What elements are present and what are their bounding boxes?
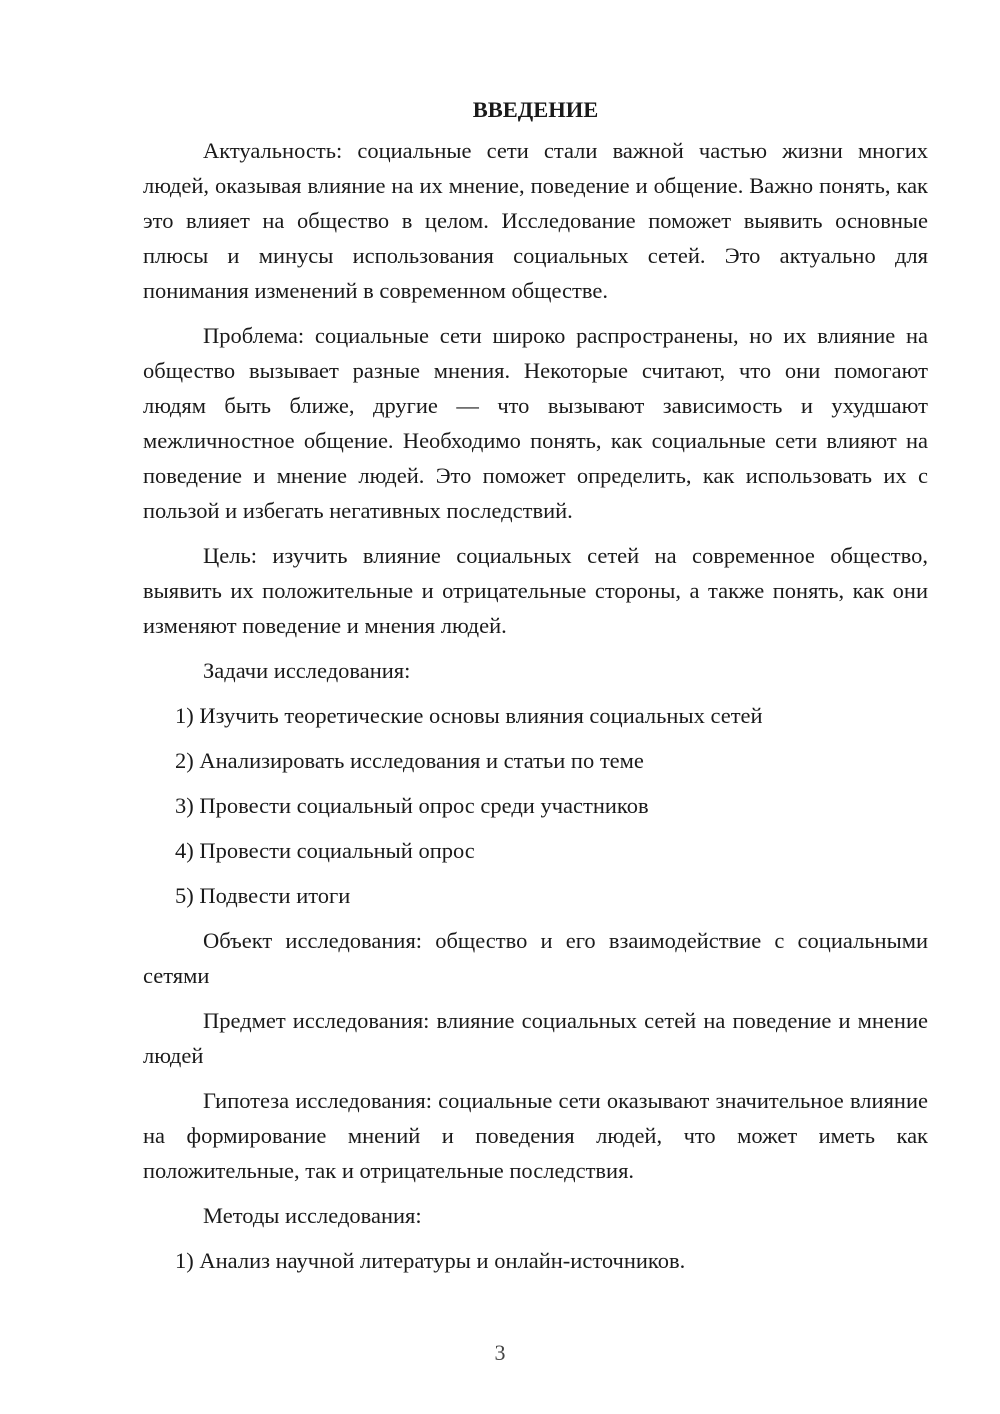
- list-item: 4) Провести социальный опрос: [175, 838, 475, 863]
- object-paragraph: Объект исследования: общество и его взаимодействие с социальными сетями: [143, 928, 928, 988]
- methods-label: Методы исследования:: [203, 1203, 422, 1228]
- list-item: 2) Анализировать исследования и статьи по теме: [175, 748, 644, 773]
- relevance-paragraph: Актуальность: социальные сети стали важной частью жизни многих людей, оказывая влияние на их мнение, поведение и общение. Важно понять, как это влияет на общество в целом. Исследование поможет выявить основные плюсы и минусы использования социальных сетей. Это актуально для понимания изменений в современном обществе.: [143, 138, 928, 303]
- list-item: 3) Провести социальный опрос среди участников: [175, 793, 649, 818]
- subject-paragraph: Предмет исследования: влияние социальных сетей на поведение и мнение людей: [143, 1008, 928, 1068]
- tasks-list: [143, 698, 928, 913]
- tasks-label: Задачи исследования:: [203, 658, 411, 683]
- methods-list: [143, 1243, 928, 1278]
- page-content: [143, 92, 928, 1288]
- problem-paragraph: Проблема: социальные сети широко распространены, но их влияние на общество вызывает разные мнения. Некоторые считают, что они помогают людям быть ближе, другие — что вызывают зависимость и ухудшают межличностное общение. Необходимо понять, как социальные сети влияют на поведение и мнение людей. Это поможет определить, как использовать их с пользой и избегать негативных последствий.: [143, 323, 928, 523]
- page-number: 3: [494, 1340, 506, 1365]
- section-heading: ВВЕДЕНИЕ: [472, 97, 599, 122]
- list-item: 1) Изучить теоретические основы влияния социальных сетей: [175, 703, 763, 728]
- list-item: 1) Анализ научной литературы и онлайн-источников.: [175, 1248, 686, 1273]
- goal-paragraph: Цель: изучить влияние социальных сетей на современное общество, выявить их положительные и отрицательные стороны, а также понять, как они изменяют поведение и мнения людей.: [143, 543, 928, 638]
- list-item: 5) Подвести итоги: [175, 883, 351, 908]
- hypothesis-paragraph: Гипотеза исследования: социальные сети оказывают значительное влияние на формирование мнений и поведения людей, что может иметь как положительные, так и отрицательные последствия.: [143, 1088, 928, 1183]
